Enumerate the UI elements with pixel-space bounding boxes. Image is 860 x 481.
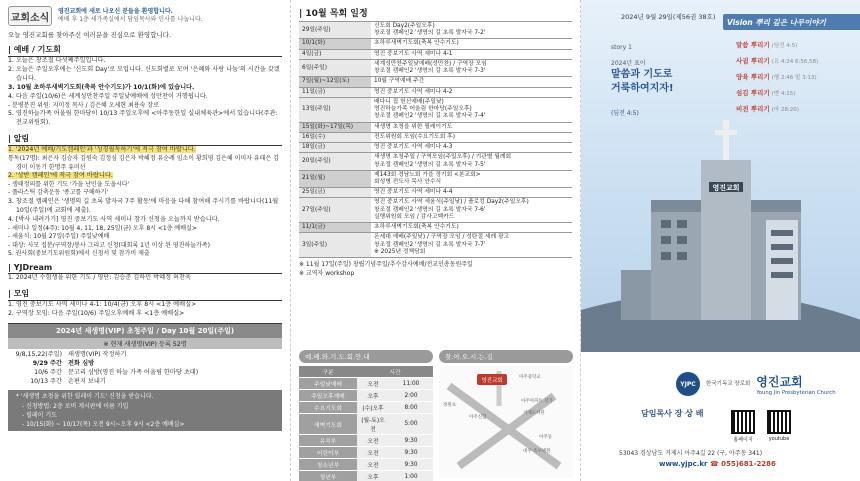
schedule-date: 20일(주일) [299, 153, 371, 170]
worship-time-cell: 주일낮예배 [299, 378, 357, 390]
gather-heading: | 모임 [8, 286, 282, 301]
schedule-date: 15일(화)~17일(목) [299, 122, 371, 132]
table-row [299, 414, 433, 435]
list-item: - 세미나 일정(4주): 10월 4, 11, 18, 25일(금) 오후 8시 <1층 예배실> [8, 224, 197, 232]
schedule-text: 영진 중보기도 사역 세미나 4-2 [371, 87, 572, 97]
news-logo: 교회소식 [8, 6, 52, 26]
vip-row: 10/13 주간 손편지 보내기 [30, 378, 106, 386]
worship-time-cell: 오전 [357, 447, 389, 459]
worship-times-heading: 예.배.와.기.도.회.안.내 [299, 350, 433, 363]
worship-time-cell: 수요기도회 [299, 402, 357, 414]
schedule-date: 27일(주일) [299, 198, 371, 223]
vip-notes: * '새생명 초청을 위한 릴레이 기도' 신청을 받습니다. - 신청방법: 2층 로비 게시판에 이름 기입 - 릴레이 기도 - 10/15(화) ~ 10/17(목) 오전 9시~오후 9시 <2층 예배실> [8, 390, 282, 431]
schedule-text: 10월 구역예배 주간 [371, 77, 572, 87]
schedule-date: 10/1(화) [299, 39, 371, 49]
table-header-row: 구분 시간 [299, 366, 433, 378]
table-row [299, 447, 433, 459]
worship-time-cell: 청소년부 [299, 459, 357, 471]
church-website-and-phone[interactable]: www.yjpc.kr ☎ 055)681-2286 [659, 460, 776, 468]
pastor-name: 담임목사 장 상 배 [641, 409, 704, 418]
schedule-heading: | 10월 목회 일정 [299, 9, 368, 19]
church-sign: 영진교회 [712, 184, 740, 192]
list-item: 3. 10월 초하루새벽기도회(축복 안수기도)가 10/1(화)에 있습니다. [8, 83, 195, 91]
table-row [299, 188, 572, 198]
table-row [299, 233, 572, 258]
schedule-text: 영진 중보기도 사역 세미나 4-1 [371, 49, 572, 59]
schedule-text: 전도위원회 모임(수요기도회 후) [371, 132, 572, 142]
notice-list [8, 146, 282, 258]
notice-heading: | 알림 [8, 131, 282, 146]
homepage-qr-icon[interactable] [731, 410, 755, 434]
table-row [299, 59, 572, 76]
cover-hero [581, 0, 860, 352]
yjdream-heading: | YJDream [8, 261, 282, 274]
news-column [0, 0, 290, 481]
svg-text:아주중학교: 아주중학교 [519, 375, 541, 380]
worship-time-cell: 청년부 [299, 471, 357, 481]
theme-text: 말씀과 기도로 거룩하여지자! [611, 69, 674, 94]
gather-list [8, 301, 282, 319]
vision-item: 사귐 뿌리기 (요 4:24 6:56,58) [736, 56, 819, 65]
table-row [299, 39, 572, 49]
schedule-table [299, 21, 572, 258]
worship-time-cell: 9:30 [389, 435, 433, 447]
schedule-date: 3일(주일) [299, 233, 371, 258]
story-label: story 1 [611, 44, 632, 51]
schedule-date: 25일(금) [299, 188, 371, 198]
table-row [299, 435, 433, 447]
table-row [299, 402, 433, 414]
list-item: 5. 영진하늘가족 어울림 한마당이 10/13 주일오후에 <아주동한일 실내체육관>에서 있습니다(주관: 전교위원회). [8, 110, 278, 127]
table-row [299, 471, 433, 481]
worship-time-cell: 8:00 [389, 402, 433, 414]
logo-english-name: Young Jin Presbyterian Church [756, 389, 836, 396]
schedule-date: 7일(월)~12일(토) [299, 77, 371, 87]
church-logo-icon: YJPC [676, 372, 700, 396]
vision-banner: Vision 뿌리 깊은 나무이야기 [723, 14, 860, 30]
worship-list [8, 57, 282, 128]
worship-time-cell: 오전 [357, 435, 389, 447]
list-item: 2. '상반 캠페인'에 적극 참여 바랍니다. [8, 172, 113, 180]
vision-item: 비전 뿌리기 (마 28:20) [736, 104, 799, 113]
church-address: 53043 경상남도 거제시 아주4길 22 (구, 아주동 341) [619, 450, 763, 457]
worship-time-cell: 오전 [357, 459, 389, 471]
schedule-text: 영진 중보기도 사역 세미나 4-4 [371, 188, 572, 198]
vip-row: 10/6 주간 문고리 심방(영진 하늘 가족 어울림 한마당 초대) [34, 369, 199, 377]
map-svg [439, 366, 573, 478]
svg-text:아주아파트 상가: 아주아파트 상가 [521, 399, 553, 404]
schedule-date: 29일(주일) [299, 22, 371, 39]
schedule-text: 제143회 경남노회 가을 정기회 <본교회> 회성병 전도사 목사 안수식 [371, 170, 572, 187]
schedule-text: 세계성만찬주일낮예배(성만찬) / 구역장 모임 창조절 캠페인2 '생명의 길 초록 발자국 7-3' [371, 59, 572, 76]
directions-panel [439, 350, 573, 481]
worship-time-cell: 어린이부 [299, 447, 357, 459]
worship-times-table [299, 366, 433, 481]
info-panels [299, 350, 573, 481]
table-row [299, 22, 572, 39]
cover-column [580, 0, 860, 481]
map-church-label: 영진교회 [481, 378, 503, 384]
list-item: - 대상: 사모 집분/구역장/봉사 그리고 신청(대회록 1년 이상 된 영진하늘가족) [8, 241, 210, 249]
schedule-text: 새생명 초청주일 / 구역모임(주일오후) / 기관별 월례회 창조절 캠페인2 '생명의 길 초록 발자국 7-5' [371, 153, 572, 170]
worship-time-cell: 유치부 [299, 435, 357, 447]
logo-church-name: 영진교회 [756, 374, 803, 389]
theme-year: 2024년 표어 [611, 60, 646, 67]
schedule-date: 16일(수) [299, 132, 371, 142]
table-row [299, 170, 572, 187]
list-item: 1. 오늘은 창조절 다섯째주일입니다. [8, 57, 106, 64]
table-row [299, 122, 572, 132]
list-item: - 세움식: 10월 27일(주일) 주일낮예배 [8, 233, 110, 241]
schedule-notes: ※ 11월 17일(주일) 창립기념주일/추수감사예배/전교인총동원주일 ※ 교역자 workshop [299, 261, 473, 278]
schedule-date: 11/1(금) [299, 223, 371, 233]
homepage-qr-label: 홈페이지 [733, 437, 753, 443]
schedule-date: 18일(금) [299, 143, 371, 153]
table-row [299, 87, 572, 97]
worship-time-cell: 1:00 [389, 471, 433, 481]
list-item: 1. '2024년 예배/기도캠페인'과 '성경필독하기'에 적극 참여 바랍니다. [8, 146, 196, 154]
schedule-date: 11일(금) [299, 87, 371, 97]
vision-item: 말씀 뿌리기 (딤전 4:5) [736, 41, 798, 49]
vip-row: 9/29 주간 전화 심방 [32, 360, 95, 368]
table-row [299, 223, 572, 233]
schedule-text: 초하루새벽기도회(축복 안수기도) [371, 223, 572, 233]
schedule-text: 새생명 초청을 위한 릴레이기도 [371, 122, 572, 132]
vip-rows [8, 351, 282, 387]
worship-time-cell: 2:00 [389, 390, 433, 402]
schedule-text: 신도회 Day2(주일오후) 창조절 캠페인2 '생명의 길 초록 발자국 7-2' [371, 22, 572, 39]
list-item: - 생태정의를 위한 기도 '가을 난민을 도웁시다' [8, 181, 130, 189]
church-building-image [581, 120, 860, 352]
schedule-text: 영진 중보기도 사역 세미나 4-3 [371, 143, 572, 153]
theme-reference: (딤전 4:5) [611, 110, 639, 117]
svg-text:거제도서관: 거제도서관 [523, 411, 545, 416]
vip-subtitle: ※ 현재 새생명(VIP) 등록 52명 [8, 338, 282, 349]
worship-time-cell: 9:30 [389, 447, 433, 459]
worship-time-cell: 주일오후예배 [299, 390, 357, 402]
welcome-text: 영진교회에 새로 나오신 분들을 환영합니다. 예배 후 1층 새가족실에서 담임목사와 인사를 나눕니다. [58, 7, 203, 23]
list-item: 2. 오늘은 주일오후에는 '신도회 Day'로 모입니다. 신도회별로 모여 '은혜와 사랑 나눔'의 시간을 갖겠습니다. [8, 65, 280, 82]
vision-item: 섬김 뿌리기 (벧 4:15) [736, 88, 796, 97]
schedule-text: 영진 중보기도 사역 세움식(주일낮) / 플로킹 Day2(주일오후) 창조절 캠페인2 '생명의 길 초록 발자국 7-6' 실행위원회 모임 / 감사고백카드 [371, 198, 572, 223]
youtube-qr-label: youtube [768, 436, 790, 442]
table-row [299, 132, 572, 142]
svg-text:아주신협: 아주신협 [469, 415, 487, 420]
list-item: 3. 창조절 캠페인은 '생명의 길 초록 발자국 7주 활동'에 마음을 다해 참여해 주시기를 바랍니다(11월 10일(주일)에 교회에 제출). [8, 197, 279, 214]
worship-time-cell: 오후 [357, 471, 389, 481]
schedule-column [290, 0, 580, 481]
worship-time-cell: 새벽기도회 [299, 414, 357, 435]
intro-text: 오늘 영진교회를 찾아주신 여러분을 진심으로 환영합니다. [8, 31, 172, 39]
list-item: 1. 영진 중보기도 사역 세미나 4-1: 10/4(금) 오후 8시 <1층 예배실> [8, 301, 197, 309]
table-row [299, 390, 433, 402]
svg-text:대우 옥포병원: 대우 옥포병원 [523, 449, 551, 454]
list-item: 4. [박사 내려가기] 영진 중보기도 사역 세미나 참가 신청을 오늘까지 받습니다. [8, 215, 220, 223]
table-row [299, 49, 572, 59]
svg-text:정원초: 정원초 [443, 403, 457, 408]
vip-title: 2024년 새생명(VIP) 초청주일 / Day 10월 20일(주일) [8, 324, 282, 338]
worship-time-cell: 5:00 [389, 414, 433, 435]
yjdream-list [8, 274, 282, 283]
youtube-qr-icon[interactable] [767, 410, 791, 434]
issue-date: 2024년 9월 29일(제56권 38호) [621, 13, 716, 21]
schedule-text: 배다니 집 헌신예배(주일낮) 영진하늘가족 어울림 한마당(주일오후) 창조절 캠페인2 '생명의 길 초록 발자국 7-4' [371, 97, 572, 122]
list-item: 4. 다음 주일(10/6)은 세계성만찬주일 주일낮예배에 성만찬이 거행됩니다. [8, 92, 208, 100]
schedule-date: 4일(금) [299, 49, 371, 59]
table-row [299, 143, 572, 153]
list-item: 통독(17명): 최은자 김승자 김원숙 김정심 김은자 박혜정 유순례 임소이 황희영 김은혜 이미자 유태은 김경미 이동기 한명주 유미선 [8, 155, 279, 171]
table-row [299, 459, 433, 471]
schedule-text: 온세대 예배(주일낮) / 구역장 모임 / 성탄절 세례 광고 창조절 캠페인2 '생명의 길 초록 발자국 7-7' ※ 2025년 정책담회 [371, 233, 572, 258]
table-row [299, 198, 572, 223]
news-header [8, 6, 282, 26]
vision-item: 양육 뿌리기 (행 2:46 빌 3:13) [736, 72, 817, 81]
worship-time-cell: 오후 [357, 390, 389, 402]
table-row [299, 97, 572, 122]
list-item: 1. 2024년 수험생을 위한 기도 / 영단: 김승준 김하민 박혜정 허찬욱 [8, 274, 191, 282]
church-logo [676, 372, 836, 396]
worship-times-panel [299, 350, 433, 481]
logo-denomination: 한국기독교 장로회 [706, 380, 751, 387]
list-item: - 플라스틱 감축운동 '종고를 구해하기' [8, 189, 109, 197]
worship-time-cell: 11:00 [389, 378, 433, 390]
svg-text:아주동: 아주동 [539, 435, 553, 440]
list-item: 2. 구역장 모임: 다음 주일(10/6) 주일오후예배 후 <1층 예배실> [8, 310, 185, 318]
directions-heading: 찾.아.오.시.는.길 [439, 350, 573, 363]
worship-time-cell: (월-토)오전 [357, 414, 389, 435]
worship-time-cell: 오전 [357, 378, 389, 390]
schedule-date: 21일(월) [299, 170, 371, 187]
table-row [299, 77, 572, 87]
schedule-date: 13일(주일) [299, 97, 371, 122]
list-item: 5. 권사회(중보기도위원회)에서 신청서 및 참가비 제출 [8, 249, 150, 257]
worship-time-cell: (수)오후 [357, 402, 389, 414]
table-row [299, 153, 572, 170]
vision-list [736, 38, 818, 118]
schedule-text: 초하루새벽기도회(축복 안수기도) [371, 39, 572, 49]
table-row [299, 378, 433, 390]
worship-time-cell: 9:30 [389, 459, 433, 471]
list-item: - 분병분진 위원: 지미정 목사 / 김은혜 오세현 최용숙 장로 [8, 101, 159, 109]
vip-row: 9/8,15,22(주일) 새생명(VIP) 작정하기 [15, 351, 127, 359]
worship-heading: | 예배 / 기도회 [8, 42, 282, 57]
cover-footer [581, 352, 860, 481]
directions-map [439, 366, 573, 478]
vip-box [8, 323, 282, 431]
schedule-date: 6일(주일) [299, 59, 371, 76]
